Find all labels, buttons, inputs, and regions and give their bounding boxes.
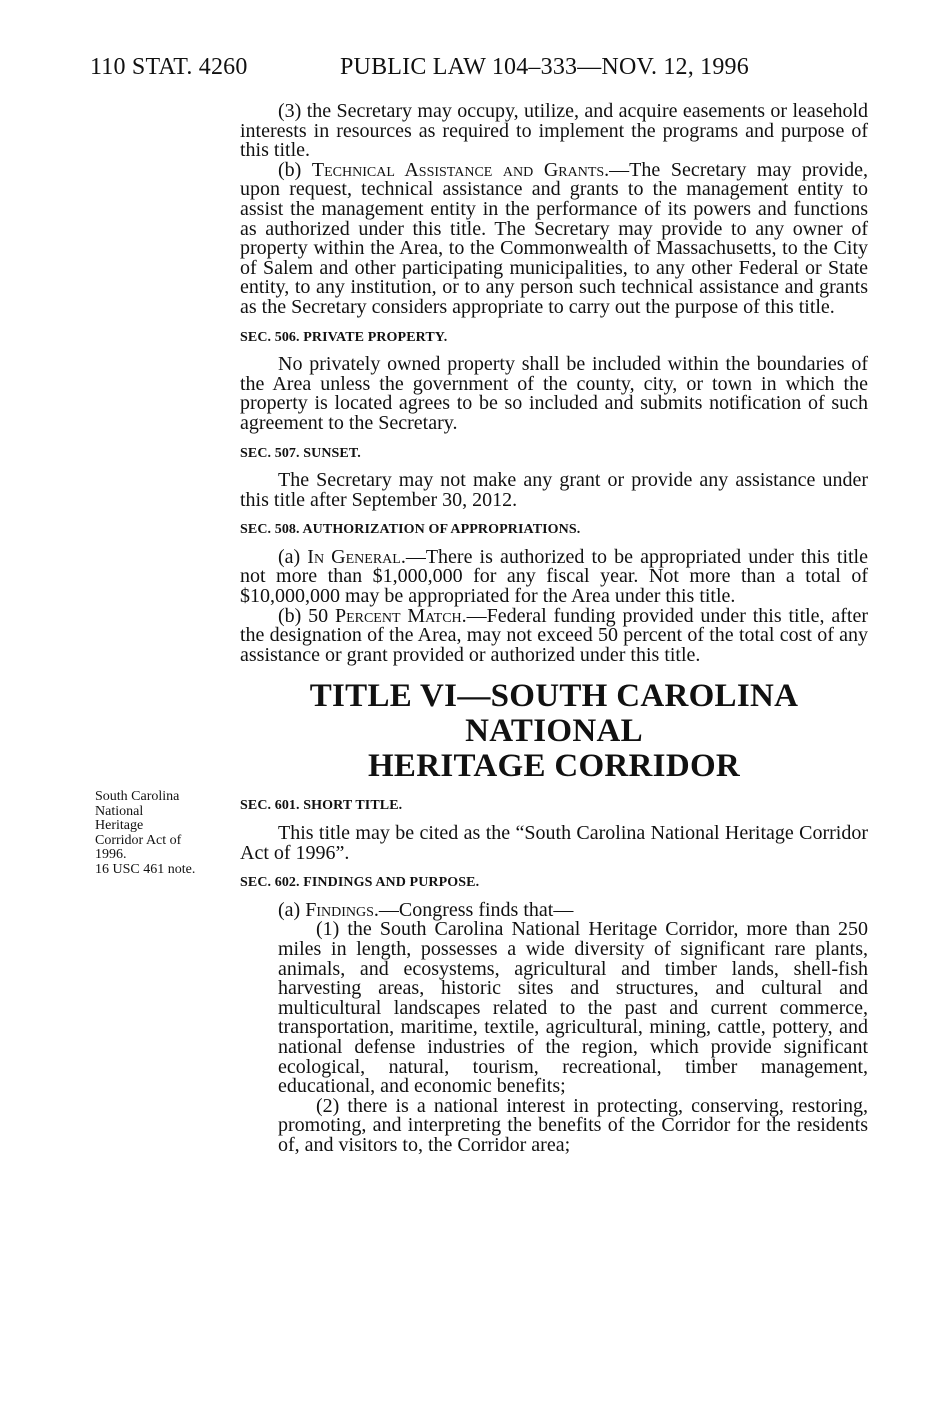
margin-note-line: South Carolina [95, 789, 180, 804]
margin-note-line: Heritage [95, 818, 144, 834]
section-heading-506: SEC. 506. PRIVATE PROPERTY. [240, 329, 448, 345]
section-507-text: The Secretary may not make any grant or provide any assistance under this title after September 30, 2012. [240, 469, 868, 511]
title-heading [240, 679, 868, 784]
paragraph-text: .—The Secretary may provide, upon request, technical assistance and grants to the management entity to assist the management entity in the performance of its powers and functions as authorized under this title. The Secretary may provide to any owner of property within the Area, to the Commonwealth of Massachusetts, to the City of Salem and other participating municipalities, to any other Federal or State entity, to any institution, or to any person such technical assistance and grants as the Secretary considers appropriate to carry out the purpose of this title. [240, 158, 868, 318]
document-body [240, 102, 868, 1156]
margin-note-citation: 16 USC 461 note. [95, 861, 196, 877]
paragraph-heading: Findings [305, 898, 374, 921]
paragraph-prefix: (a) [278, 898, 306, 921]
paragraph-heading: Percent Match [334, 604, 462, 627]
paragraph-b-technical-assistance [240, 158, 868, 318]
finding-1: (1) the South Carolina National Heritage Corridor, more than 250 miles in length, possesses a wide diversity of significant rare plants, animals, and ecosystems, agricultural and timber lands, shell-fish harvesting areas, historic sites and structures, and cultural and multicultural landscapes related to the past and current commerce, transportation, maritime, textile, agricultural, mining, cattle, pottery, and national defense industries of the region, which provide significant ecological, natural, tourism, recreational, timber management, educational, and economic benefits; [278, 918, 868, 1098]
section-heading-602: SEC. 602. FINDINGS AND PURPOSE. [240, 875, 480, 891]
paragraph-b-percent-match [240, 604, 868, 666]
paragraph-text: .—Congress finds that— [373, 898, 574, 921]
section-601-text: This title may be cited as the “South Carolina National Heritage Corridor Act of 1996”. [240, 822, 868, 864]
section-heading-508: SEC. 508. AUTHORIZATION OF APPROPRIATIONS. [240, 522, 581, 538]
paragraph-a-in-general [240, 545, 868, 608]
paragraph-text: .—Federal funding provided under this title, after the designation of the Area, may not exceed 50 percent of the total cost of any assistance or grant provided or authorized under this title. [240, 604, 868, 666]
paragraph-3: (3) the Secretary may occupy, utilize, and acquire easements or leasehold interests in resources as required to implement the programs and purpose of this title. [240, 100, 868, 162]
margin-note-line: National [95, 803, 144, 819]
title-line: TITLE VI—SOUTH CAROLINA NATIONAL [309, 678, 799, 750]
margin-note-line: Corridor Act of [95, 832, 182, 848]
paragraph-heading: In General [307, 545, 401, 568]
section-heading-507: SEC. 507. SUNSET. [240, 445, 361, 461]
page-header-law: PUBLIC LAW 104–333—NOV. 12, 1996 [340, 54, 749, 80]
title-line: HERITAGE CORRIDOR [367, 748, 741, 785]
page-stat-citation: 110 STAT. 4260 [90, 54, 248, 80]
section-506-text: No privately owned property shall be included within the boundaries of the Area unless the government of the county, city, or town in which the property is located agrees to be so included and submits notification of such agreement to the Secretary. [240, 353, 868, 434]
paragraph-prefix: (b) 50 [278, 604, 335, 627]
paragraph-prefix: (b) [278, 158, 312, 181]
finding-2: (2) there is a national interest in protecting, conserving, restoring, promoting, and interpreting the benefits of the Corridor for the residents of, and visitors to, the Corridor area; [278, 1094, 868, 1156]
section-heading-601: SEC. 601. SHORT TITLE. [240, 798, 403, 814]
margin-note-line: 1996. [95, 847, 127, 863]
paragraph-heading: Technical Assistance and Grants [311, 158, 605, 181]
paragraph-prefix: (a) [278, 545, 308, 568]
paragraph-text: .—There is authorized to be appropriated under this title not more than $1,000,000 for any fiscal year. Not more than a total of $10,000,000 may be appropriated for the Area under this title. [240, 545, 868, 608]
margin-note [95, 790, 235, 878]
